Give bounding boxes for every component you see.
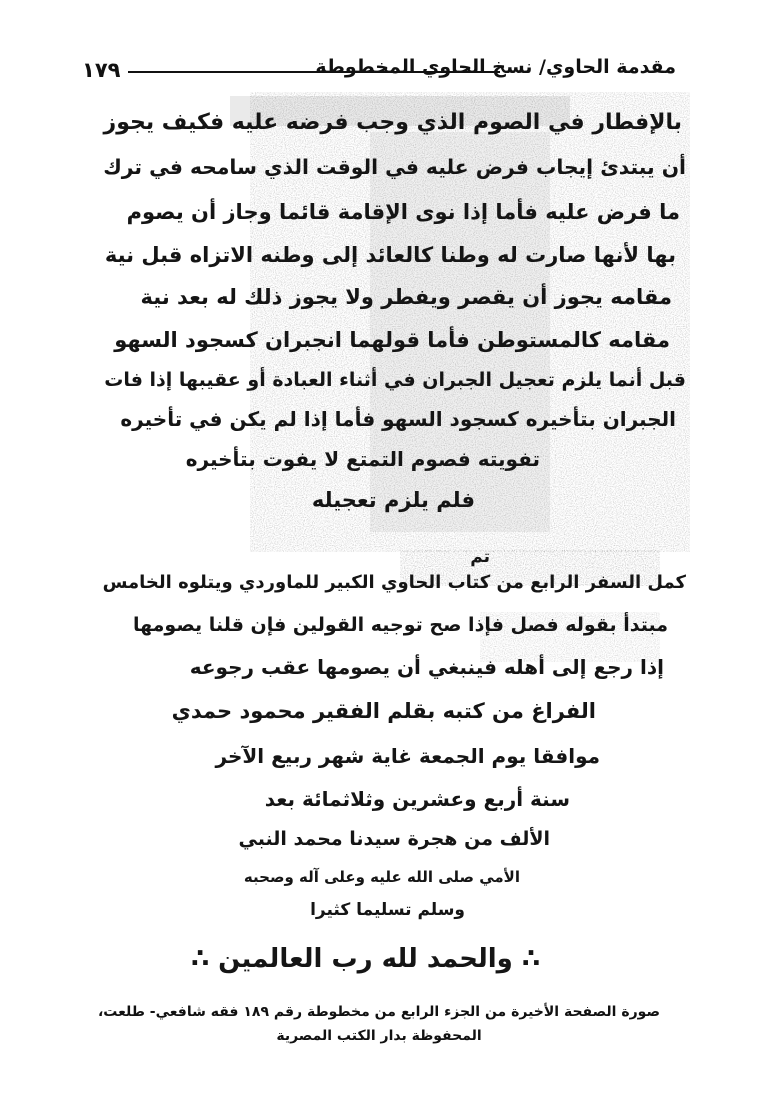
manuscript-line: الأمي صلى الله عليه وعلى آله وصحبه xyxy=(243,868,520,886)
manuscript-line: سنة أربع وعشرين وثلاثمائة بعد xyxy=(264,787,570,811)
manuscript-line: فلم يلزم تعجيله xyxy=(311,488,475,512)
manuscript-line: موافقا يوم الجمعة غاية شهر ربيع الآخر xyxy=(215,744,600,768)
manuscript-line: بالإفطار في الصوم الذي وجب فرضه عليه فكيف يجوز xyxy=(103,110,682,135)
manuscript-line: مقامه كالمستوطن فأما قولهما انجبران كسجود السهو xyxy=(114,328,670,352)
running-title: مقدمة الحاوي/ نسخ الحاوي المخطوطة xyxy=(315,56,676,78)
manuscript-line: كمل السفر الرابع من كتاب الحاوي الكبير للماوردي ويتلوه الخامس xyxy=(102,572,686,593)
manuscript-line: الجبران بتأخيره كسجود السهو فأما إذا لم يكن في تأخيره xyxy=(120,407,676,431)
manuscript-line: مقامه يجوز أن يقصر ويفطر ولا يجوز ذلك له بعد نية xyxy=(140,285,672,309)
running-header xyxy=(78,52,676,86)
caption-line-2: المحفوظة بدار الكتب المصرية xyxy=(276,1028,482,1044)
manuscript-line: ما فرض عليه فأما إذا نوى الإقامة قائما وجاز أن يصوم xyxy=(126,200,680,224)
manuscript-line: الألف من هجرة سيدنا محمد النبي xyxy=(238,828,550,850)
manuscript-line: بها لأنها صارت له وطنا كالعائد إلى وطنه الاتزاه قبل نية xyxy=(104,243,676,267)
manuscript-image xyxy=(100,92,690,992)
manuscript-line: قبل أنما يلزم تعجيل الجبران في أثناء العبادة أو عقيبها إذا فات xyxy=(104,369,686,391)
manuscript-line: تفويته فصوم التمتع لا يفوت بتأخيره xyxy=(185,447,540,471)
manuscript-line: الفراغ من كتبه بقلم الفقير محمود حمدي xyxy=(171,699,596,723)
caption-line-1: صورة الصفحة الأخيرة من الجزء الرابع من مخطوطة رقم ١٨٩ فقه شافعي- طلعت، xyxy=(97,1004,660,1020)
figure-caption xyxy=(40,1000,718,1048)
page-number: ١٧٩ xyxy=(82,58,121,82)
manuscript-line: ∴ والحمد لله رب العالمين ∴ xyxy=(190,944,540,974)
manuscript-line: مبتدأ بقوله فصل فإذا صح توجيه القولين فإن قلنا يصومها xyxy=(132,614,668,636)
manuscript-line: وسلم تسليما كثيرا xyxy=(310,900,465,920)
manuscript-line: تم xyxy=(470,547,490,567)
manuscript-line: إذا رجع إلى أهله فينبغي أن يصومها عقب رجوعه xyxy=(189,655,664,679)
paper-texture xyxy=(100,92,690,992)
manuscript-line: أن يبتدئ إيجاب فرض عليه في الوقت الذي سامحه في ترك xyxy=(103,155,686,179)
